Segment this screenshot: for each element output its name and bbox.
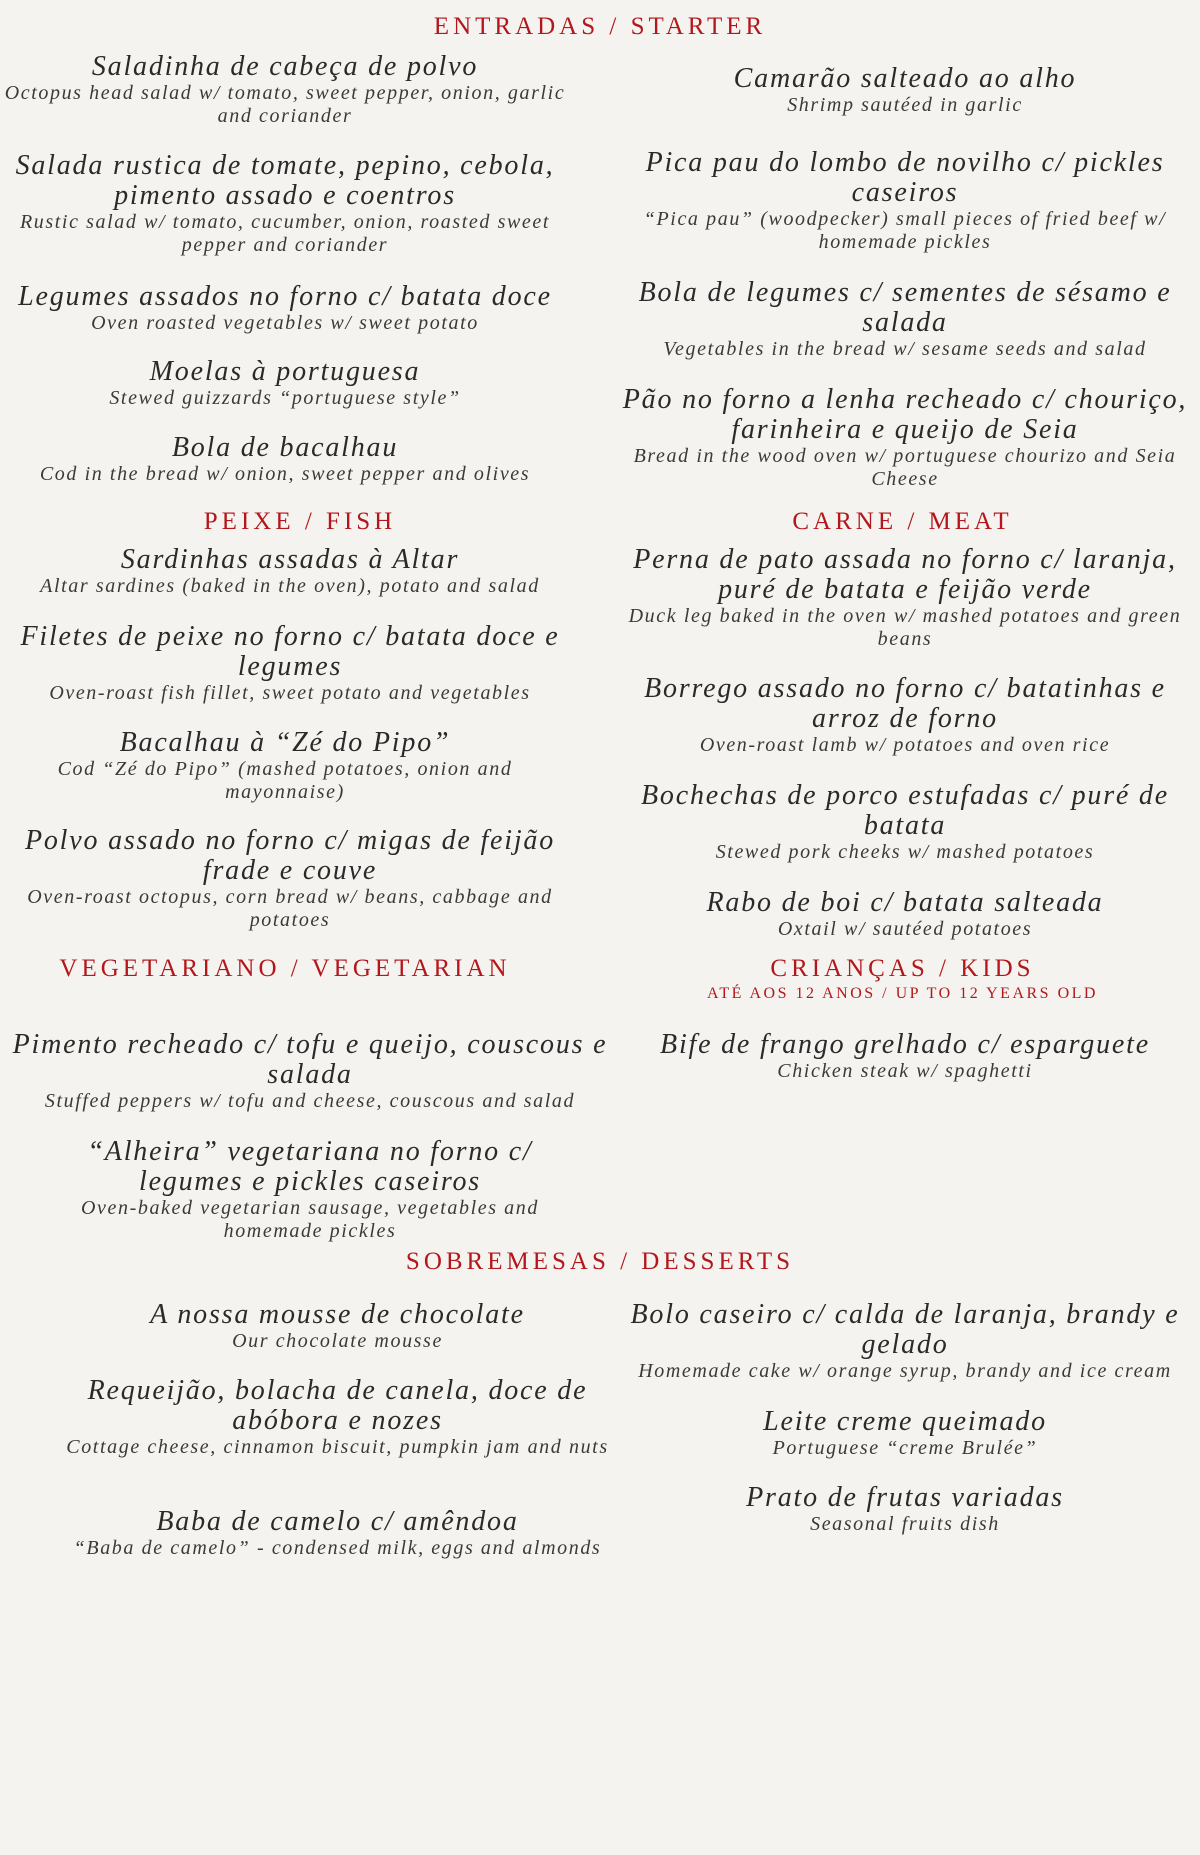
dish-name: Salada rustica de tomate, pepino, cebola, pimento assado e coentros	[15, 150, 555, 211]
dish-name: Rabo de boi c/ batata salteada	[706, 887, 1104, 918]
dish-description: Shrimp sautéed in garlic	[787, 94, 1023, 116]
dish-name: Perna de pato assada no forno c/ laranja, puré de batata e feijão verde	[633, 544, 1177, 605]
dish-description: Our chocolate mousse	[232, 1330, 443, 1352]
dish-description: Stewed pork cheeks w/ mashed potatoes	[715, 841, 1095, 863]
menu-item	[610, 1483, 1200, 1536]
section-title-vegetarian: VEGETARIANO / VEGETARIAN	[59, 955, 511, 982]
section-title-fish: PEIXE / FISH	[203, 508, 397, 535]
menu-item	[610, 674, 1200, 757]
dish-name: Sardinhas assadas à Altar	[120, 544, 460, 575]
menu-item	[610, 385, 1200, 491]
section-title-starter: ENTRADAS / STARTER	[433, 13, 767, 40]
dish-description: Oven-roast lamb w/ potatoes and oven rice	[699, 734, 1111, 756]
dish-description: Cod in the bread w/ onion, sweet pepper and olives	[39, 463, 531, 485]
dish-name: Bacalhau à “Zé do Pipo”	[119, 727, 451, 758]
menu-item	[0, 433, 570, 486]
menu-item	[610, 278, 1200, 361]
dish-name: Bola de bacalhau	[171, 432, 399, 463]
dish-name: Moelas à portuguesa	[149, 356, 421, 387]
dish-description: Altar sardines (baked in the oven), potato and salad	[40, 575, 540, 597]
dish-name: Polvo assado no forno c/ migas de feijão frade e couve	[24, 825, 556, 886]
dish-name: A nossa mousse de chocolate	[150, 1299, 525, 1330]
menu-item	[40, 1137, 580, 1243]
kids-age-note: ATÉ AOS 12 ANOS / UP TO 12 YEARS OLD	[707, 985, 1098, 1002]
dish-name: Pica pau do lombo de novilho c/ pickles caseiros	[645, 147, 1165, 208]
dish-name: Baba de camelo c/ amêndoa	[156, 1506, 519, 1537]
section-title-desserts: SOBREMESAS / DESSERTS	[405, 1248, 795, 1275]
dish-description: Bread in the wood oven w/ portuguese chourizo and Seia Cheese	[633, 445, 1177, 490]
dish-description: Oven-baked vegetarian sausage, vegetables and homemade pickles	[81, 1197, 539, 1242]
menu-item	[0, 545, 580, 598]
menu-item	[610, 148, 1200, 254]
menu-item	[610, 888, 1200, 941]
dish-description: Chicken steak w/ spaghetti	[777, 1060, 1033, 1082]
dish-description: Stuffed peppers w/ tofu and cheese, couscous and salad	[44, 1090, 576, 1112]
dish-description: Octopus head salad w/ tomato, sweet pepper, onion, garlic and coriander	[4, 82, 566, 127]
dish-description: Rustic salad w/ tomato, cucumber, onion, roasted sweet pepper and coriander	[19, 211, 551, 256]
dish-name: Borrego assado no forno c/ batatinhas e arroz de forno	[644, 673, 1166, 734]
dish-description: Vegetables in the bread w/ sesame seeds and salad	[663, 338, 1147, 360]
dish-description: Homemade cake w/ orange syrup, brandy and ice cream	[638, 1360, 1172, 1382]
menu-item	[0, 151, 570, 257]
dish-name: Bife de frango grelhado c/ esparguete	[660, 1029, 1150, 1060]
dish-name: “Alheira” vegetariana no forno c/ legumes e pickles caseiros	[87, 1136, 533, 1197]
dish-description: Oxtail w/ sautéed potatoes	[777, 918, 1033, 940]
dish-name: Pão no forno a lenha recheado c/ chouriço, farinheira e queijo de Seia	[622, 384, 1188, 445]
section-title-meat: CARNE / MEAT	[792, 508, 1013, 535]
dish-name: Prato de frutas variadas	[746, 1482, 1064, 1513]
menu-item	[610, 781, 1200, 864]
dish-name: Bolo caseiro c/ calda de laranja, brandy e gelado	[630, 1299, 1180, 1360]
menu-item	[45, 1376, 630, 1459]
menu-item	[0, 622, 580, 705]
menu-item	[610, 1300, 1200, 1383]
dish-name: Pimento recheado c/ tofu e queijo, couscous e salada	[12, 1029, 608, 1090]
menu-item	[10, 1030, 610, 1113]
dish-name: Filetes de peixe no forno c/ batata doce e legumes	[20, 621, 560, 682]
dish-description: Oven roasted vegetables w/ sweet potato	[91, 312, 479, 334]
menu-item	[0, 357, 570, 410]
dish-description: Oven-roast octopus, corn bread w/ beans, cabbage and potatoes	[27, 886, 553, 931]
menu-item	[610, 64, 1200, 117]
dish-description: Cod “Zé do Pipo” (mashed potatoes, onion and mayonnaise)	[57, 758, 513, 803]
dish-description: “Pica pau” (woodpecker) small pieces of fried beef w/ homemade pickles	[643, 208, 1167, 253]
dish-name: Legumes assados no forno c/ batata doce	[18, 281, 552, 312]
dish-name: Leite creme queimado	[763, 1406, 1047, 1437]
menu-item	[0, 728, 570, 804]
dish-name: Requeijão, bolacha de canela, doce de abóbora e nozes	[87, 1375, 588, 1436]
dish-name: Saladinha de cabeça de polvo	[91, 51, 479, 82]
dish-description: “Baba de camelo” - condensed milk, eggs and almonds	[73, 1537, 602, 1559]
menu-item	[45, 1300, 630, 1353]
dish-description: Oven-roast fish fillet, sweet potato and vegetables	[49, 682, 531, 704]
menu-item	[610, 545, 1200, 651]
dish-description: Cottage cheese, cinnamon biscuit, pumpkin jam and nuts	[66, 1436, 609, 1458]
dish-description: Seasonal fruits dish	[810, 1513, 1000, 1535]
menu-item	[610, 1030, 1200, 1083]
section-title-kids: CRIANÇAS / KIDS	[770, 955, 1035, 982]
menu-item	[0, 826, 580, 932]
dish-name: Bola de legumes c/ sementes de sésamo e salada	[638, 277, 1172, 338]
menu-item	[610, 1407, 1200, 1460]
dish-description: Portuguese “creme Brulée”	[772, 1437, 1038, 1459]
menu-item	[35, 1507, 640, 1560]
dish-description: Stewed guizzards “portuguese style”	[109, 387, 461, 409]
menu-item	[0, 52, 570, 128]
dish-name: Bochechas de porco estufadas c/ puré de batata	[641, 780, 1169, 841]
menu-item	[0, 282, 570, 335]
dish-name: Camarão salteado ao alho	[733, 63, 1077, 94]
dish-description: Duck leg baked in the oven w/ mashed potatoes and green beans	[628, 605, 1182, 650]
